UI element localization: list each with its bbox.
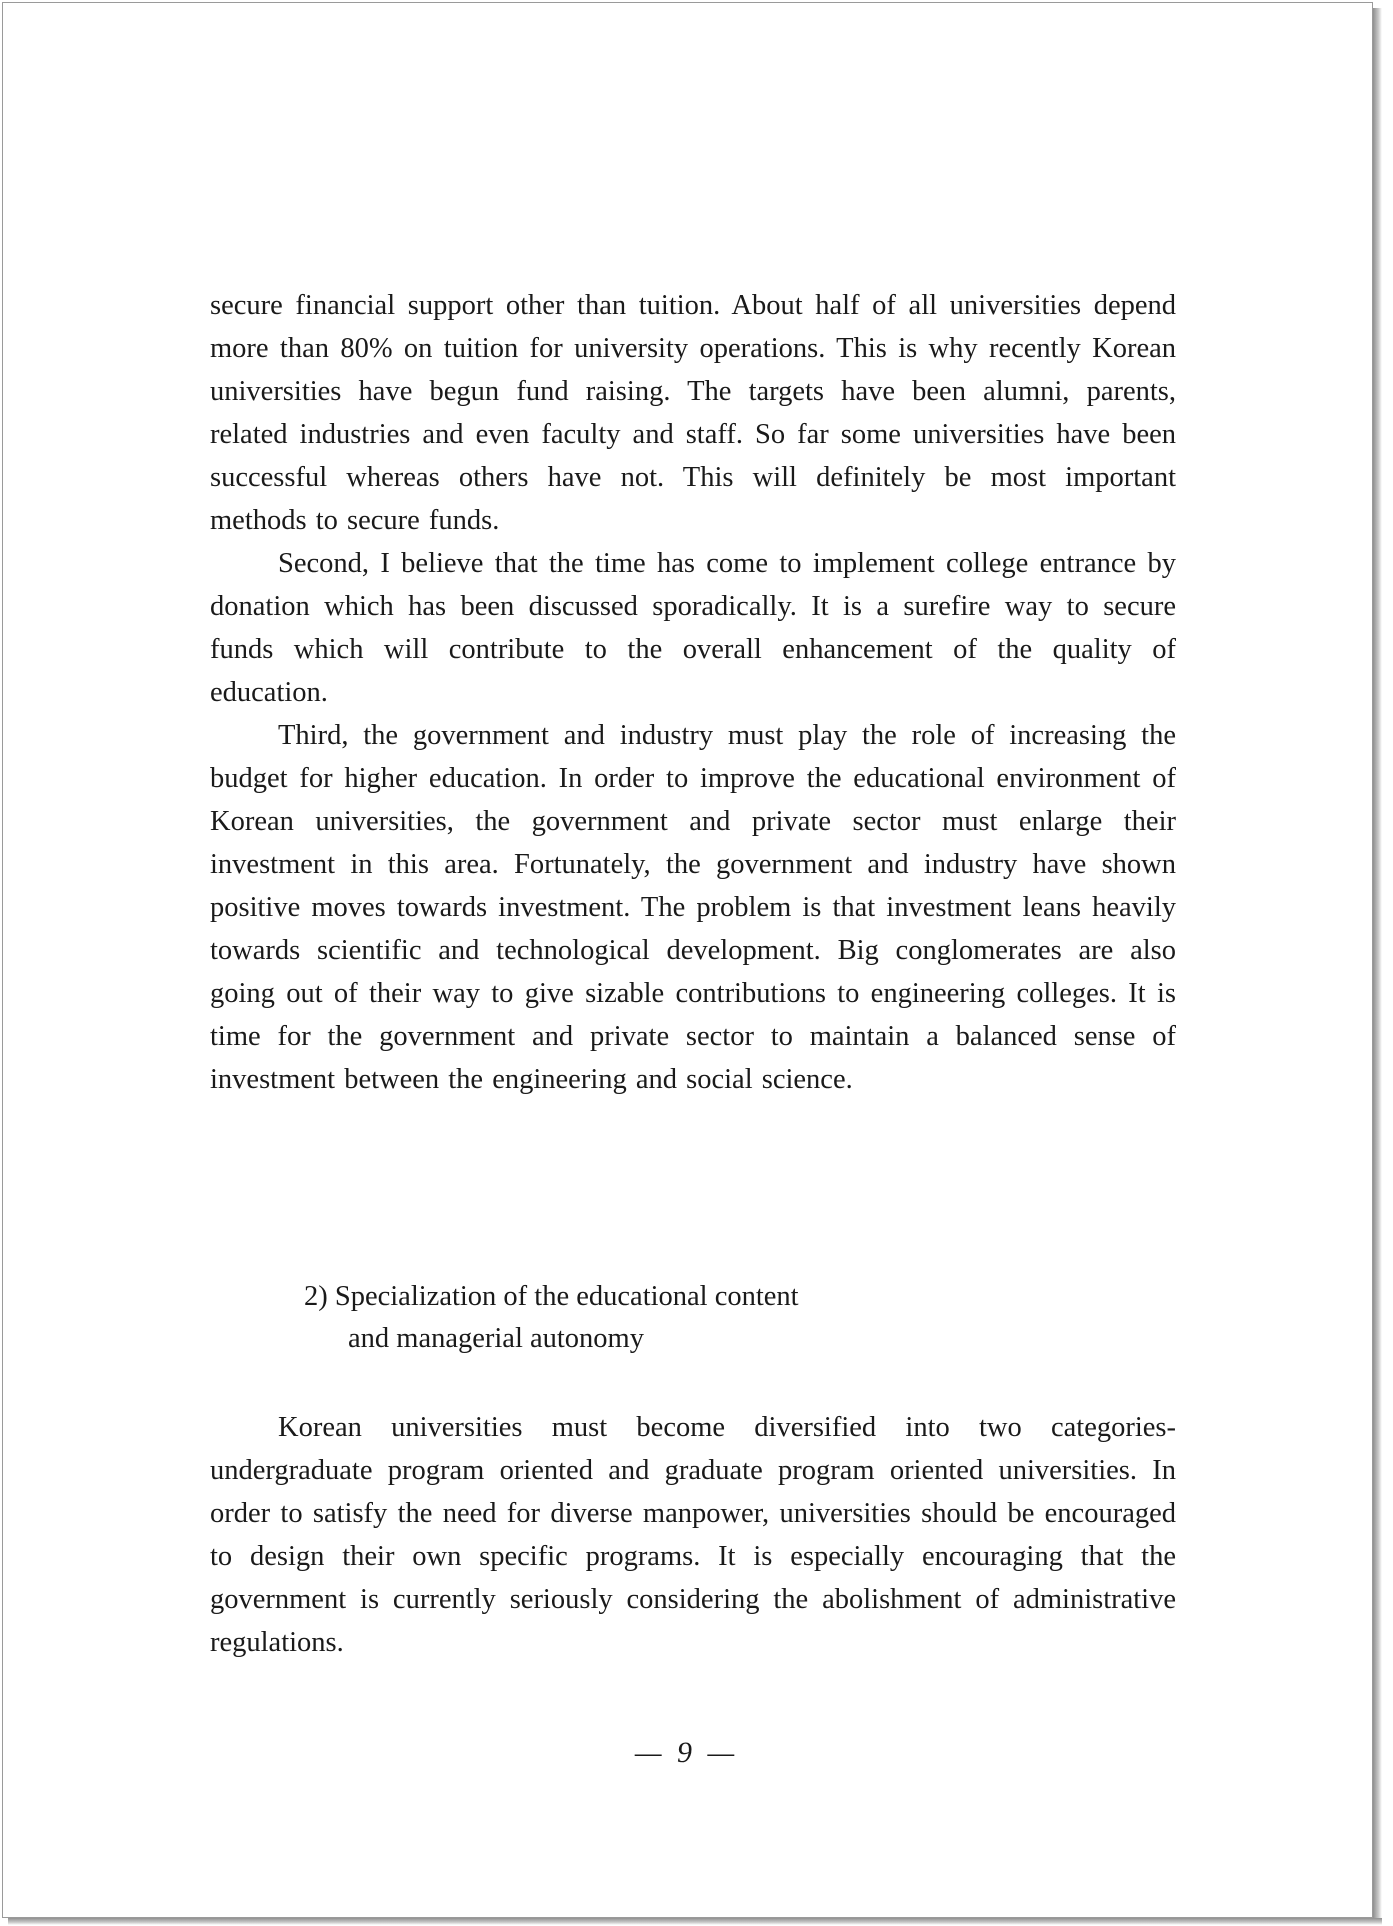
paragraph-second-point: Second, I believe that the time has come to implement college entrance by donation which has been discussed sporadically. It is a surefire way to secure funds which will contribute to the overall enhancement of the quality of education. bbox=[210, 548, 1176, 708]
page-shadow bbox=[1373, 8, 1382, 1920]
body-text-bottom bbox=[210, 1406, 1176, 1664]
paragraph-continuation: secure financial support other than tuition. About half of all universities depend more than 80% on tuition for university operations. This is why recently Korean universities have begun fund raising. The targets have been alumni, parents, related industries and even faculty and staff. So far some universities have been successful whereas others have not. This will definitely be most important methods to secure funds. bbox=[210, 290, 1176, 536]
section-heading-line1: 2) Specialization of the educational content bbox=[304, 1281, 799, 1312]
section-heading bbox=[304, 1276, 1024, 1360]
page-number: — 9 — bbox=[634, 1736, 739, 1769]
body-text-top bbox=[210, 284, 1176, 1101]
paragraph-specialization: Korean universities must become diversified into two categories-undergraduate program oriented and graduate program oriented universities. In order to satisfy the need for diverse manpower, universities should be encouraged to design their own specific programs. It is especially encouraging that the government is currently seriously considering the abolishment of administrative regulations. bbox=[210, 1412, 1176, 1658]
paragraph-third-point: Third, the government and industry must play the role of increasing the budget for higher education. In order to improve the educational environment of Korean universities, the government and private sector must enlarge their investment in this area. Fortunately, the government and industry have shown positive moves towards investment. The problem is that investment leans heavily towards scientific and technological development. Big conglomerates are also going out of their way to give sizable contributions to engineering colleges. It is time for the government and private sector to maintain a balanced sense of investment between the engineering and social science. bbox=[210, 720, 1176, 1095]
page-shadow bbox=[8, 1918, 1382, 1925]
section-heading-line2: and managerial autonomy bbox=[348, 1323, 644, 1354]
